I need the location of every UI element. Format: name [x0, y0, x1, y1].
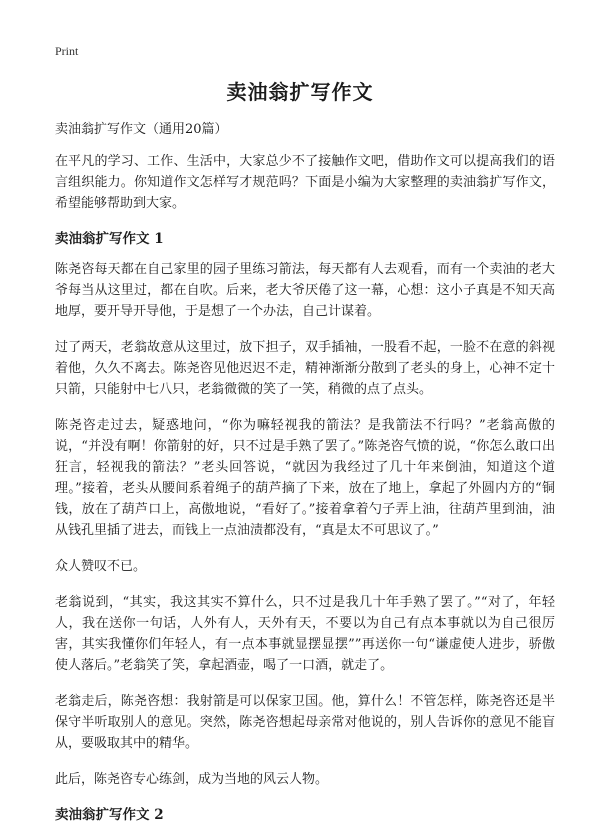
document-body [55, 119, 555, 835]
body-paragraph: 此后，陈尧咨专心练剑，成为当地的风云人物。 [55, 772, 329, 787]
section-heading-2: 卖油翁扩写作文 2 [55, 807, 164, 823]
print-label: Print [55, 44, 79, 58]
body-paragraph: 众人赞叹不已。 [55, 559, 147, 574]
body-paragraph: 老翁说到，“其实，我这其实不算什么，只不过是我几十年手熟了罢了。”“对了，年轻人，我在送你一句话，人外有人，天外有天，不要以为自己有点本事就以为自己很厉害，其实我懂你们年轻人，有一点本事就显摆显摆””再送你一句“谦虚使人进步，骄傲使人落后。”老翁笑了笑，拿起酒壶，喝了一口酒，就走了。 [55, 595, 555, 673]
document-subtitle: 卖油翁扩写作文（通用20篇） [55, 122, 228, 137]
body-paragraph: 老翁走后，陈尧咨想：我射箭是可以保家卫国。他，算什么！不管怎样，陈尧咨还是半保守半听取别人的意见。突然，陈尧咨想起母亲常对他说的，别人告诉你的意见不能盲从，要吸取其中的精华。 [55, 694, 555, 751]
body-paragraph: 陈尧咨每天都在自己家里的园子里练习箭法，每天都有人去观看，而有一个卖油的老大爷每当从这里过，都在自吹。后来，老大爷厌倦了这一幕，心想：这小子真是不知天高地厚，要开导开导他，于是想了一个办法，自己计谋着。 [55, 262, 555, 319]
body-paragraph: 过了两天，老翁故意从这里过，放下担子，双手插袖，一股看不起，一脸不在意的斜视着他，久久不离去。陈尧咨见他迟迟不走，精神渐渐分散到了老头的身上，心神不定十只箭，只能射中七八只，老翁微微的笑了一笑，稍微的点了点头。 [55, 340, 555, 397]
section-heading-1: 卖油翁扩写作文 1 [55, 231, 164, 247]
intro-paragraph: 在平凡的学习、工作、生活中，大家总少不了接触作文吧，借助作文可以提高我们的语言组织能力。你知道作文怎样写才规范吗？下面是小编为大家整理的卖油翁扩写作文，希望能够帮助到大家。 [55, 154, 555, 211]
body-paragraph: 陈尧咨走过去，疑惑地问，“你为嘛轻视我的箭法？是我箭法不行吗？”老翁高傲的说，“并没有啊！你箭射的好，只不过是手熟了罢了。”陈尧咨气愤的说，“你怎么敢口出狂言，轻视我的箭法？”老头回答说，“就因为我经过了几十年来倒油，知道这个道理。”接着，老头从腰间系着绳子的葫芦摘了下来，放在了地上，拿起了外圆内方的“铜钱，放在了葫芦口上，高傲地说，“看好了。”接着拿着勺子弄上油，往葫芦里到油，油从钱孔里插了进去，而钱上一点油渍都没有，“真是太不可思议了。” [55, 418, 555, 538]
document-title: 卖油翁扩写作文 [226, 80, 374, 104]
